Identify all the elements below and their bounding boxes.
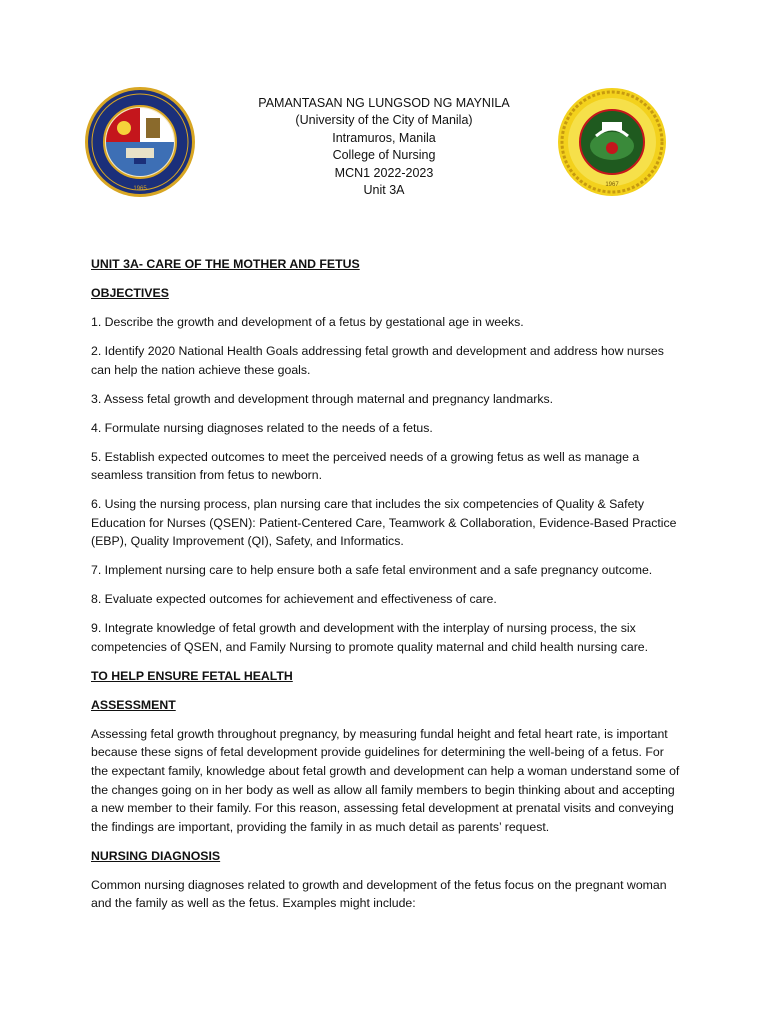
fetal-health-heading: TO HELP ENSURE FETAL HEALTH xyxy=(91,668,293,683)
assessment-heading: ASSESSMENT xyxy=(91,697,176,712)
college-seal-right xyxy=(556,86,668,198)
objective-item: 3. Assess fetal growth and development through maternal and pregnancy landmarks. xyxy=(91,391,554,406)
college-name: College of Nursing xyxy=(332,148,436,163)
objective-item: 9. Integrate knowledge of fetal growth and development with the interplay of nursing process, the six competencies of QSEN, and Family Nursing to promote quality maternal and child health nursing care. xyxy=(91,621,649,654)
university-english-name: (University of the City of Manila) xyxy=(295,113,473,128)
objective-item: 5. Establish expected outcomes to meet the perceived needs of a growing fetus as well as manage a seamless transition from fetus to newborn. xyxy=(91,449,640,483)
nursing-diagnosis-paragraph: Common nursing diagnoses related to growth and development of the fetus focus on the pregnant woman and the family as well as the fetus. Examples might include: xyxy=(91,877,667,911)
objective-item: 7. Implement nursing care to help ensure both a safe fetal environment and a safe pregnancy outcome. xyxy=(91,563,653,578)
objective-item: 1. Describe the growth and development of a fetus by gestational age in weeks. xyxy=(91,314,524,329)
course-code: MCN1 2022-2023 xyxy=(334,165,434,180)
university-location: Intramuros, Manila xyxy=(332,130,436,145)
svg-text:1965: 1965 xyxy=(133,186,147,192)
svg-text:1967: 1967 xyxy=(605,182,619,188)
objective-item: 6. Using the nursing process, plan nursing care that includes the six competencies of Quality & Safety Education for Nurses (QSEN): Patient-Centered Care, Teamwork & Collaboration, Evidence-Based Practice (EBP), Quality Improvement (QI), Safety, and Informatics. xyxy=(91,497,677,549)
university-name: PAMANTASAN NG LUNGSOD NG MAYNILA xyxy=(258,96,510,110)
objective-item: 4. Formulate nursing diagnoses related to the needs of a fetus. xyxy=(91,420,433,435)
document-header xyxy=(200,95,568,199)
unit-label: Unit 3A xyxy=(363,183,405,198)
assessment-paragraph: Assessing fetal growth throughout pregnancy, by measuring fundal height and fetal heart rate, is important because these signs of fetal development provide guidelines for determining the well-being of a fetus. For the expectant family, knowledge about fetal growth and development can help a woman understand some of the changes going on in her body as well as allow all family members to begin thinking about and accepting a new member to their family. For this reason, assessing fetal development at prenatal visits and conveying the findings are important, providing the family in as much detail as parents’ request. xyxy=(91,726,680,834)
objective-item: 8. Evaluate expected outcomes for achievement and effectiveness of care. xyxy=(91,592,497,607)
nursing-diagnosis-heading: NURSING DIAGNOSIS xyxy=(91,848,221,863)
unit-title: UNIT 3A- CARE OF THE MOTHER AND FETUS xyxy=(91,257,360,271)
objectives-heading: OBJECTIVES xyxy=(91,285,169,300)
university-seal-left xyxy=(84,86,196,198)
objective-item: 2. Identify 2020 National Health Goals addressing fetal growth and development and address how nurses can help the nation achieve these goals. xyxy=(91,343,664,377)
document-body xyxy=(91,255,681,923)
